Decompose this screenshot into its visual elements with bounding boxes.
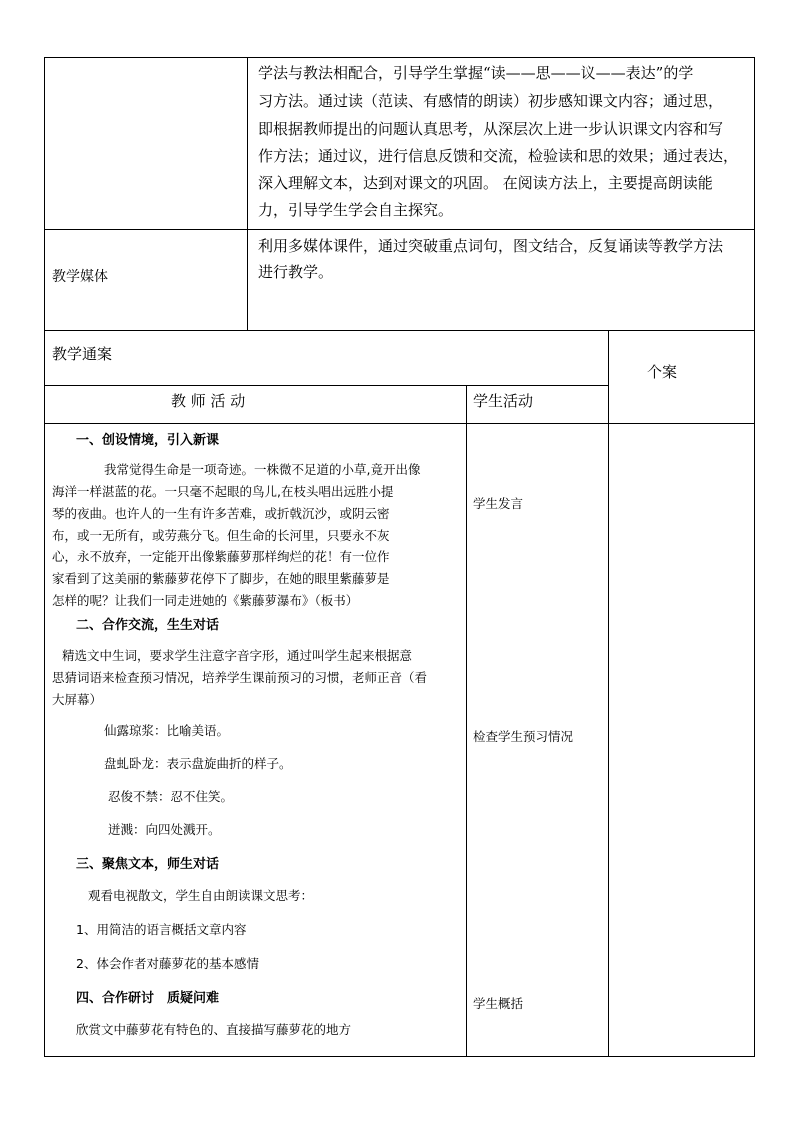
row-divider-activity-header	[44, 385, 609, 386]
method-line: 即根据教师提出的问题认真思考，从深层次上进一步认识课文内容和写	[258, 120, 724, 138]
general-plan-title: 教学通案	[52, 345, 113, 363]
label-column-divider	[247, 57, 248, 330]
intro-line: 怎样的呢？让我们一同走进她的《紫藤萝瀑布》（板书）	[52, 593, 359, 608]
section-4-title: 四、合作研讨 质疑问难	[76, 991, 220, 1006]
teacher-activity-header: 教 师 活 动	[171, 392, 246, 410]
vocab-intro-line: 精选文中生词，要求学生注意字音字形，通过叫学生起来根据意	[62, 648, 413, 663]
intro-line: 心，永不放弃，一定能开出像紫藤萝那样绚烂的花！有一位作	[52, 549, 390, 564]
section-4-line: 欣赏文中藤萝花有特色的、直接描写藤萝花的地方	[76, 1022, 352, 1037]
method-line: 深入理解文本，达到对课文的巩固。 在阅读方法上，主要提高朗读能	[258, 174, 713, 192]
media-line: 利用多媒体课件，通过突破重点词句，图文结合，反复诵读等教学方法	[258, 237, 724, 255]
question-item: 2、体会作者对藤萝花的基本感情	[76, 956, 259, 971]
individual-column-divider	[608, 330, 609, 1057]
section-1-title: 一、创设情境，引入新课	[76, 433, 220, 448]
table-left-border	[44, 57, 45, 1057]
vocab-item: 仙露琼浆：比喻美语。	[104, 723, 230, 738]
method-line: 作方法；通过议，进行信息反馈和交流，检验读和思的效果；通过表达，	[258, 147, 739, 165]
table-right-border	[754, 57, 755, 1057]
vocab-item: 盘虬卧龙：表示盘旋曲折的样子。	[104, 756, 292, 771]
method-line: 习方法。通过读（范读、有感情的朗读）初步感知课文内容；通过思，	[258, 92, 724, 110]
media-label: 教学媒体	[52, 269, 108, 285]
student-note: 学生发言	[473, 496, 524, 511]
table-top-border	[44, 57, 755, 58]
table-bottom-border	[44, 1056, 755, 1057]
student-activity-header: 学生活动	[473, 392, 534, 410]
method-line: 力，引导学生学会自主探究。	[258, 201, 454, 219]
section-2-title: 二、合作交流，生生对话	[76, 618, 220, 633]
method-line: 学法与教法相配合，引导学生掌握“读——思——议——表达”的学	[258, 64, 694, 82]
vocab-item: 忍俊不禁：忍不住笑。	[108, 789, 234, 804]
section-3-intro: 观看电视散文，学生自由朗读课文思考：	[88, 888, 314, 903]
question-item: 1、用简洁的语言概括文章内容	[76, 922, 247, 937]
intro-line: 布，或一无所有，或劳燕分飞。但生命的长河里，只要永不灰	[52, 528, 390, 543]
intro-line: 我常觉得生命是一项奇迹。一株微不足道的小草,竟开出像	[104, 462, 421, 477]
section-3-title: 三、聚焦文本，师生对话	[76, 857, 220, 872]
student-note: 学生概括	[473, 996, 524, 1011]
row-divider-media	[44, 229, 755, 230]
individual-plan-title: 个案	[647, 363, 678, 381]
intro-line: 家看到了这美丽的紫藤萝花停下了脚步，在她的眼里紫藤萝是	[52, 571, 390, 586]
vocab-intro-line: 大屏幕）	[52, 692, 103, 707]
vocab-item: 迸溅：向四处溅开。	[108, 822, 221, 837]
student-note: 检查学生预习情况	[473, 729, 574, 744]
intro-line: 海洋一样湛蓝的花。一只毫不起眼的鸟儿,在枝头唱出远胜小提	[52, 484, 394, 499]
row-divider-plan	[44, 330, 755, 331]
vocab-intro-line: 思猜词语来检查预习情况，培养学生课前预习的习惯，老师正音（看	[52, 670, 428, 685]
student-column-divider	[466, 385, 467, 1057]
row-divider-activity-body	[44, 423, 755, 424]
intro-line: 琴的夜曲。也许人的一生有许多苦难，或折戟沉沙，或阴云密	[52, 506, 390, 521]
media-line: 进行教学。	[258, 263, 334, 281]
